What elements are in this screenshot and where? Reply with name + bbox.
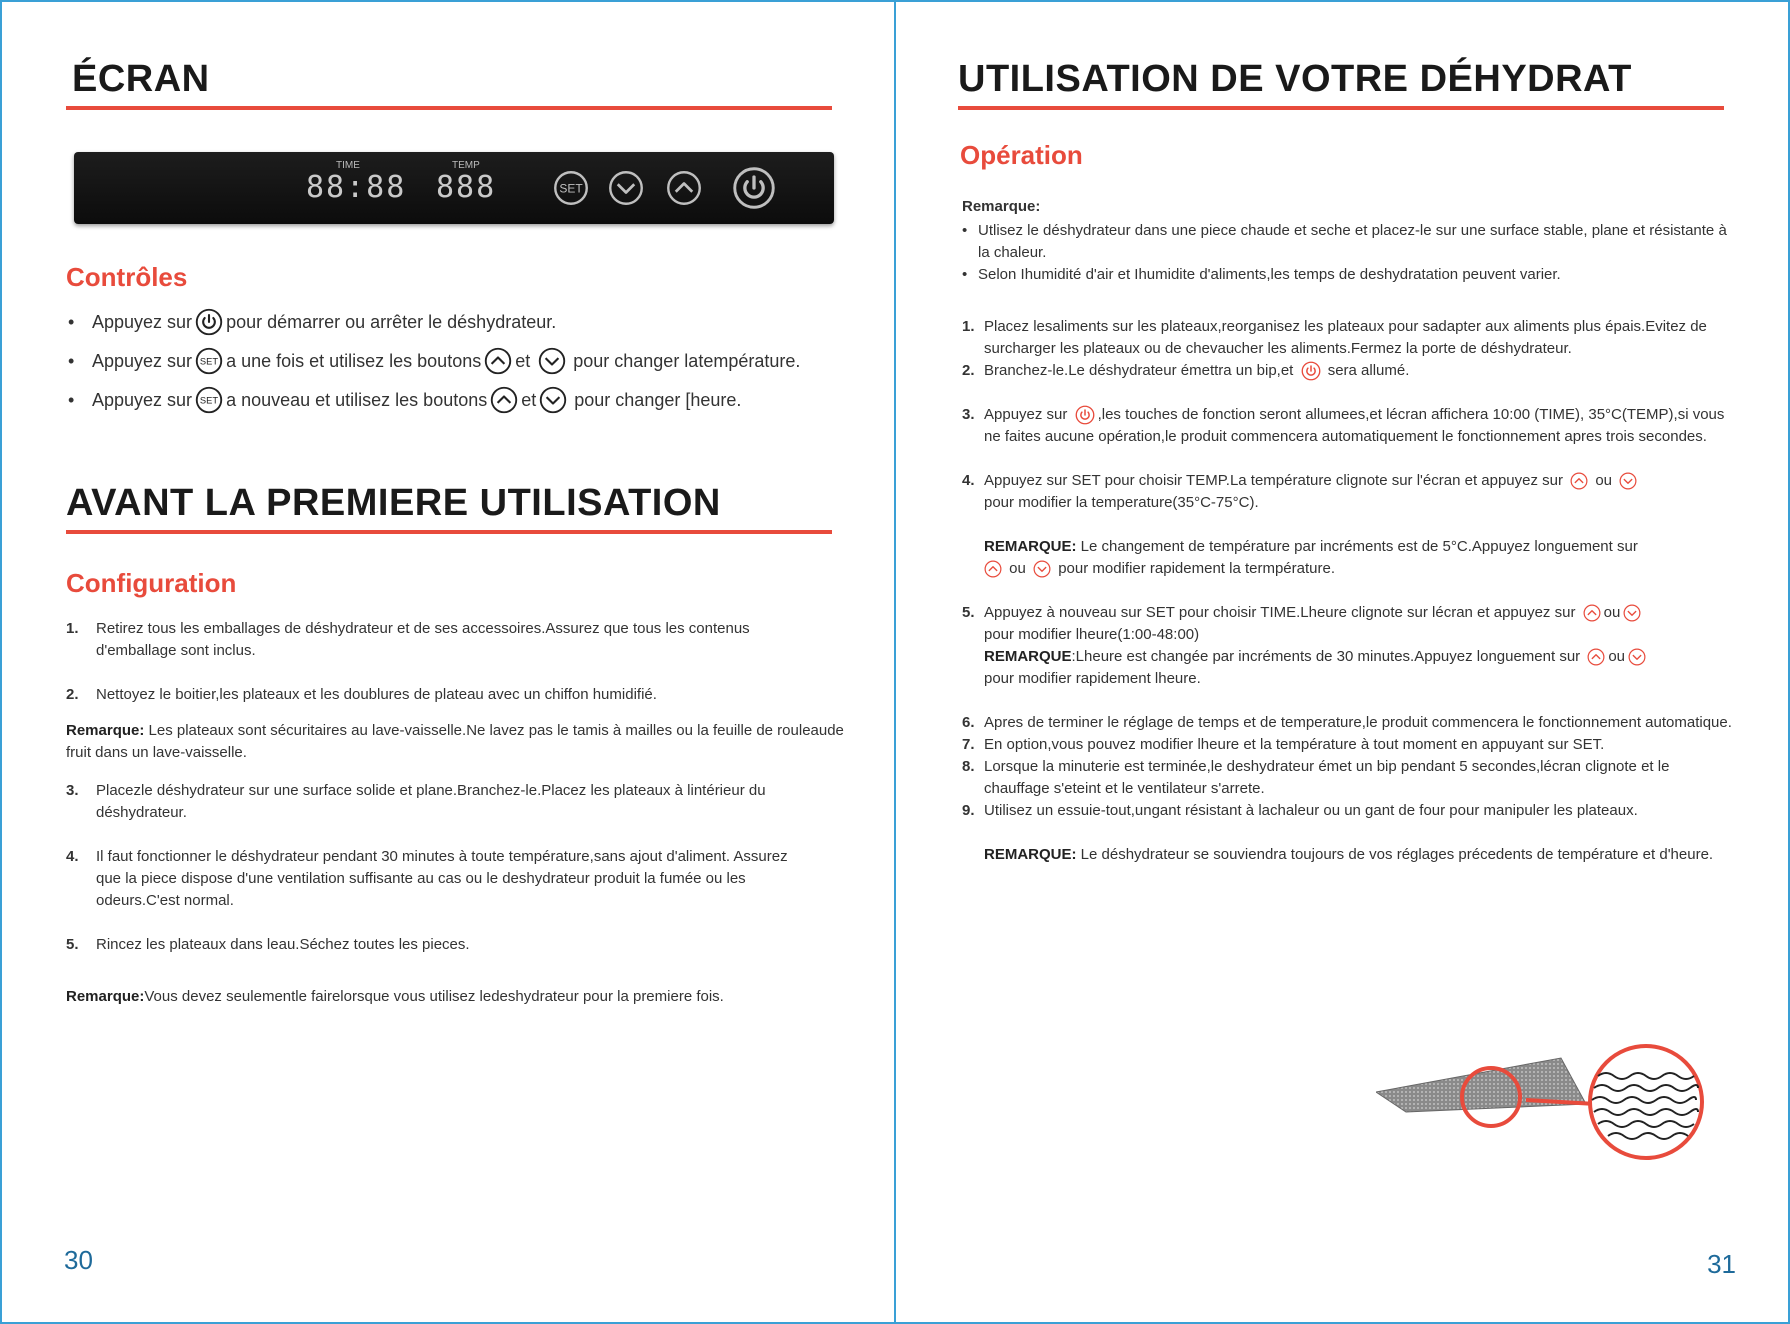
step-4-remark: REMARQUE: Le changement de température par incréments est de 5°C.Appuyez longuement sur ou pour modifier rapidement la termpérature. bbox=[984, 538, 1638, 577]
step-1: 1. Placez lesaliments sur les plateaux,reorganisez les plateaux pour sadapter aux aliments plus épais.Evitez de surcharger les plateaux ou de chevaucher les aliments.Fermez la porte de déshydrateur. bbox=[962, 318, 1707, 357]
power-icon bbox=[195, 308, 223, 336]
configuration-heading: Configuration bbox=[66, 568, 237, 598]
set-icon bbox=[195, 347, 223, 375]
control-item-2: • Appuyez sur a une fois et utilisez les boutons et pour changer latempérature. bbox=[68, 347, 800, 375]
configuration-list bbox=[66, 618, 844, 1008]
page-number-right: 31 bbox=[1707, 1249, 1736, 1279]
section-rule bbox=[66, 530, 832, 534]
panel-temp-label: TEMP bbox=[452, 160, 480, 171]
step-3: 3. Appuyez sur ,les touches de fonction seront allumees,et lécran affichera 10:00 (TIME), 35°C(TEMP),si vous ne faites aucune opération,le produit commencera automatiquement le fonctionnement apres trois secondes. bbox=[962, 406, 1725, 445]
panel-power-icon bbox=[732, 166, 776, 210]
step-4: 4. Appuyez sur SET pour choisir TEMP.La température clignote sur l'écran et appuyez sur ou pour modifier la temperature(35°C-75°C). REMARQUE: Le changement de température par incréments est de 5°C.Appuyez longuement sur ou pour modifier rapidement la termpérature. bbox=[962, 470, 1732, 580]
config-item-5: 5. Rincez les plateaux dans leau.Séchez toutes les pieces. bbox=[66, 936, 470, 953]
title-rule bbox=[958, 106, 1724, 110]
down-icon bbox=[538, 347, 566, 375]
remark-item-1: • Utlisez le déshydrateur dans une piece chaude et seche et placez-le sur une surface stable, plane et résistante à la chaleur. bbox=[962, 222, 1727, 261]
step-9: 9. Utilisez un essuie-tout,ungant résistant à lachaleur ou un gant de four pour manipuler les plateaux. bbox=[962, 802, 1638, 819]
page-title-utilisation: UTILISATION DE VOTRE DÉHYDRAT bbox=[958, 58, 1632, 100]
config-remark-2: Remarque:Vous devez seulementle fairelorsque vous utilisez ledeshydrateur pour la premiere fois. bbox=[66, 988, 724, 1005]
down-icon bbox=[1628, 648, 1646, 666]
up-icon bbox=[1570, 472, 1588, 490]
tray-mesh-illustration bbox=[1376, 1042, 1716, 1172]
panel-set-icon bbox=[553, 170, 589, 206]
power-icon bbox=[1301, 361, 1321, 381]
config-remark-1: Remarque: Les plateaux sont sécuritaires au lave-vaisselle.Ne lavez pas le tamis à mailles ou la feuille de rouleaude fruit dans un lave-vaisselle. bbox=[66, 722, 844, 761]
step-7: 7. En option,vous pouvez modifier lheure et la température à tout moment en appuyant sur SET. bbox=[962, 736, 1605, 753]
up-icon bbox=[484, 347, 512, 375]
right-page bbox=[896, 0, 1790, 1324]
step-2: 2. Branchez-le.Le déshydrateur émettra un bip,et sera allumé. bbox=[962, 360, 1732, 382]
remark-item-2: • Selon Ihumidité d'air et Ihumidite d'aliments,les temps de deshydratation peuvent varier. bbox=[962, 266, 1561, 283]
up-icon bbox=[984, 560, 1002, 578]
controls-list bbox=[68, 308, 800, 414]
panel-time-display: 88:88 bbox=[306, 170, 407, 205]
remark-label: Remarque: bbox=[962, 198, 1041, 215]
down-icon bbox=[1033, 560, 1051, 578]
config-item-1: 1. Retirez tous les emballages de déshydrateur et de ses accessoires.Assurez que tous les contenus d'emballage sont inclus. bbox=[66, 620, 750, 659]
set-icon bbox=[195, 386, 223, 414]
step-5: 5. Appuyez à nouveau sur SET pour choisir TIME.Lheure clignote sur lécran et appuyez sur ou pour modifier lheure(1:00-48:00) REMARQUE:Lheure est changée par incréments de 30 minutes.Appuyez longuement sur ou pour modifier rapidement lheure. bbox=[962, 602, 1732, 690]
control-item-3: • Appuyez sur a nouveau et utilisez les boutons et pour changer [heure. bbox=[68, 386, 800, 414]
title-rule bbox=[66, 106, 832, 110]
down-icon bbox=[539, 386, 567, 414]
step-8: 8. Lorsque la minuterie est terminée,le deshydrateur émet un bip pendant 5 secondes,lécran clignote et le chauffage s'eteint et le ventilateur s'arrete. bbox=[962, 758, 1670, 797]
page-title-ecran: ÉCRAN bbox=[72, 58, 210, 100]
panel-time-label: TIME bbox=[336, 160, 360, 171]
operation-content bbox=[962, 196, 1732, 866]
controls-heading: Contrôles bbox=[66, 262, 188, 292]
panel-up-icon bbox=[666, 170, 702, 206]
before-first-use-title: AVANT LA PREMIERE UTILISATION bbox=[66, 482, 721, 524]
panel-temp-display: 888 bbox=[436, 170, 497, 205]
config-item-2: 2. Nettoyez le boitier,les plateaux et les doublures de plateau avec un chiffon humidifié. bbox=[66, 686, 657, 703]
up-icon bbox=[1587, 648, 1605, 666]
control-item-1: • Appuyez sur pour démarrer ou arrêter le déshydrateur. bbox=[68, 308, 800, 336]
panel-down-icon bbox=[608, 170, 644, 206]
power-icon bbox=[1075, 405, 1095, 425]
config-item-4: 4. Il faut fonctionner le déshydrateur pendant 30 minutes à toute température,sans ajout d'aliment. Assurez que la piece dispose d'une ventilation suffisante au cas ou le deshydrateur produit la fumée ou les odeurs.C'est normal. bbox=[66, 848, 788, 909]
page-number-left: 30 bbox=[64, 1245, 93, 1275]
control-panel-image bbox=[74, 152, 834, 224]
config-item-3: 3. Placezle déshydrateur sur une surface solide et plane.Branchez-le.Placez les plateaux à lintérieur du déshydrateur. bbox=[66, 782, 766, 821]
down-icon bbox=[1623, 604, 1641, 622]
step-6: 6. Apres de terminer le réglage de temps et de temperature,le produit commencera le fonctionnement automatique. bbox=[962, 714, 1732, 731]
up-icon bbox=[1583, 604, 1601, 622]
up-icon bbox=[490, 386, 518, 414]
operation-heading: Opération bbox=[960, 140, 1083, 170]
step-9-remark: REMARQUE: Le déshydrateur se souviendra toujours de vos réglages précedents de température et d'heure. bbox=[984, 846, 1714, 863]
down-icon bbox=[1619, 472, 1637, 490]
